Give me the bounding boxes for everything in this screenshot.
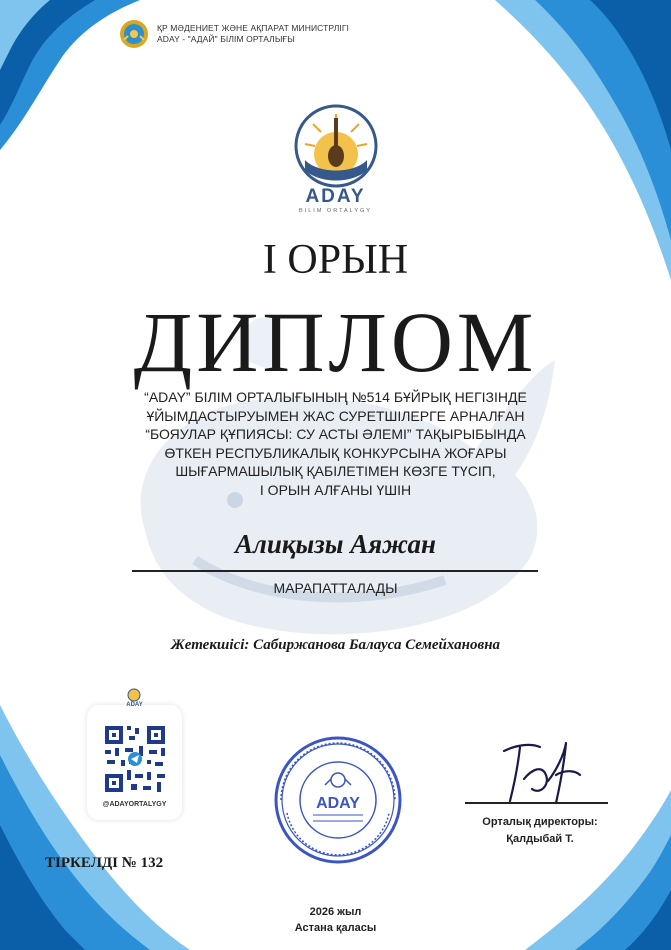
qr-code-icon[interactable] (103, 724, 167, 794)
awarded-label: МАРАПАТТАЛАДЫ (273, 580, 398, 596)
citation-line: “ADAY” БІЛІМ ОРТАЛЫҒЫНЫҢ №514 БҰЙРЫҚ НЕГІЗІНДЕ (144, 389, 527, 405)
director-name: Қалдыбай Т. (506, 833, 574, 845)
citation-line: “БОЯУЛАР ҚҰПИЯСЫ: СУ АСТЫ ӘЛЕМІ” ТАҚЫРЫБЫНДА (145, 426, 526, 442)
seal-text: ADAY (316, 795, 360, 812)
logo-name: ADAY (305, 186, 366, 207)
recipient-name: Алиқызы Аяжан (234, 529, 437, 559)
qr-handle: @ADAYORTALYGY (102, 801, 167, 808)
citation-line: ҰЙЫМДАСТЫРУЫМЕН ЖАС СУРЕТШІЛЕРГЕ АРНАЛҒАН (146, 407, 525, 424)
center-name: ADAY - "АДАЙ" БІЛІМ ОРТАЛЫҒЫ (157, 34, 295, 44)
registration-number: ТІРКЕЛДІ № 132 (45, 855, 164, 871)
director-title: Орталық директоры: (482, 816, 598, 828)
ministry-emblem-icon (118, 18, 150, 50)
citation-text (60, 388, 611, 499)
director-signature (496, 735, 586, 807)
place-title: I ОРЫН (262, 237, 409, 283)
qr-brand: ADAY (126, 702, 143, 708)
logo-subtitle: BILIM ORTALYGY (299, 208, 372, 214)
recipient-underline (132, 570, 538, 572)
issue-year: 2026 жыл (309, 906, 362, 918)
header-text (157, 23, 349, 45)
citation-line: I ОРЫН АЛҒАНЫ ҮШІН (259, 481, 412, 498)
ministry-name: ҚР МӘДЕНИЕТ ЖӘНЕ АҚПАРАТ МИНИСТРЛІГІ (157, 23, 350, 33)
supervisor-line: Жетекшісі: Сабиржанова Балауса Семейхановна (170, 637, 501, 653)
signature-line (465, 802, 608, 804)
official-seal-icon (273, 735, 403, 865)
citation-line: ШЫҒАРМАШЫЛЫҚ ҚАБІЛЕТІМЕН КӨЗГЕ ТҮСІП, (175, 463, 496, 479)
diploma-title: ДИПЛОМ (133, 294, 538, 390)
aday-logo-icon (293, 104, 379, 188)
citation-line: ӨТКЕН РЕСПУБЛИКАЛЫҚ КОНКУРСЫНА ЖОҒАРЫ (164, 444, 507, 461)
mini-logo-icon (126, 688, 142, 702)
issue-city: Астана қаласы (294, 922, 377, 934)
